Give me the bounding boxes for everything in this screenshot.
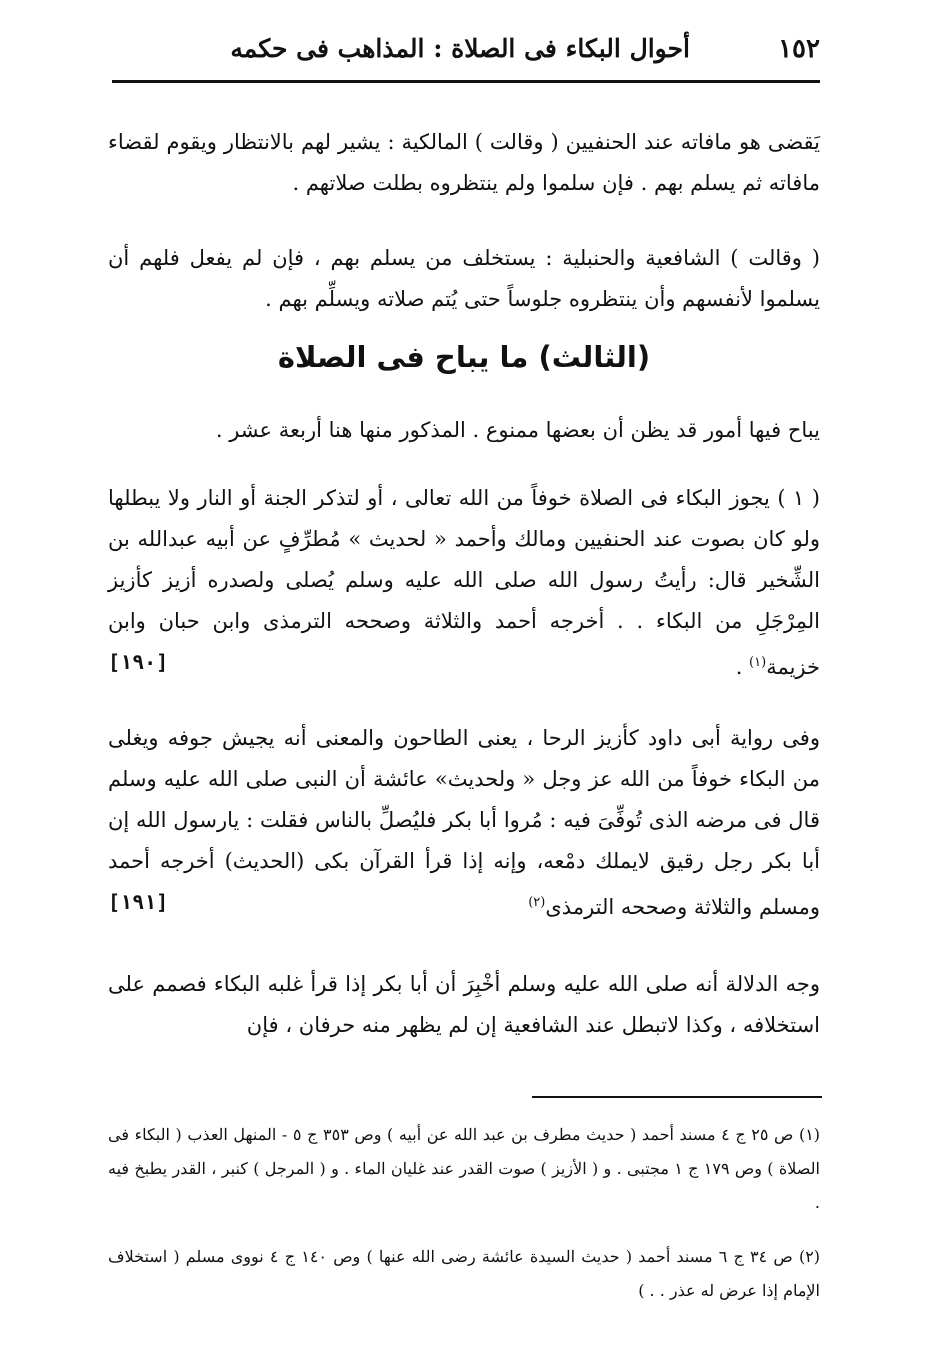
paragraph-4-end: . (735, 655, 750, 679)
footnote-2: (٢) ص ٣٤ ج ٦ مسند أحمد ( حديث السيدة عائشة رضى الله عنها ) وص ١٤٠ ج ٤ نووى مسلم ( استخلاف الإمام إذا عرض له عذر . . ) (108, 1247, 821, 1300)
paragraph-4 (108, 478, 820, 688)
hadith-reference-191: [١٩١] (108, 890, 169, 914)
footnote-1: (١) ص ٢٥ ج ٤ مسند أحمد ( حديث مطرف بن عبد الله عن أبيه ) وص ٣٥٣ ج ٥ - المنهل العذب ( البكاء فى الصلاة ) وص ١٧٩ ج ١ مجتبى . و ( الأزيز ) صوت القدر عند غليان الماء . و ( المرجل ) كنبر ، القدر يطبخ فيه . (108, 1125, 821, 1212)
paragraph-2: ( وقالت ) الشافعية والحنبلية : يستخلف من يسلم بهم ، فإن لم يفعل فلهم أن يسلموا لأنفسهم وأن ينتظروه جلوساً حتى يُتم صلاته ويسلِّم بهم . (108, 246, 820, 311)
page-header (112, 28, 820, 70)
paragraph-1: يَقضى هو مافاته عند الحنفيين ( وقالت ) المالكية : يشير لهم بالانتظار ويقوم لقضاء مافاته ثم يسلم بهم . فإن سلموا ولم ينتظروه بطلت صلاتهم . (108, 130, 820, 195)
paragraph-5-text: وفى رواية أبى داود كأزيز الرحا ، يعنى الطاحون والمعنى أنه يجيش جوفه ويغلى من البكاء خوفاً من الله عز وجل « ولحديث» عائشة أن النبى صلى الله عليه وسلم قال فى مرضه الذى تُوفِّىَ فيه : مُروا أبا بكر فليُصلِّ بالناس فقلت : يارسول الله إن أبا بكر رجل رقيق لايملك دمْعه، وإنه إذا قرأ القرآن بكى (الحديث) أخرجه أحمد ومسلم والثلاثة وصححه الترمذى (108, 726, 820, 919)
running-title: أحوال البكاء فى الصلاة : المذاهب فى حكمه (230, 34, 690, 63)
hadith-reference-190: [١٩٠] (108, 650, 169, 674)
paragraph-4-text: ( ١ ) يجوز البكاء فى الصلاة خوفاً من الله تعالى ، أو لتذكر الجنة أو النار ولا يبطلها ولو كان بصوت عند الحنفيين ومالك وأحمد « لحديث » مُطرِّفٍ عن أبيه عبدالله بن الشِّخير قال: رأيتُ رسول الله صلى الله عليه وسلم يُصلى ولصدره أزيز كأزيز المِرْجَلِ من البكاء . . أخرجه أحمد والثلاثة وصححه الترمذى وابن حبان وابن خزيمة (108, 486, 820, 679)
section-heading: (الثالث) ما يباح فى الصلاة (277, 340, 651, 374)
footnote-marker-2: (٢) (528, 895, 546, 910)
paragraph-5 (108, 718, 820, 928)
footnote-rule (532, 1096, 822, 1098)
footnote-marker-1: (١) (749, 655, 767, 670)
page-number: ١٥٢ (778, 34, 820, 64)
paragraph-6: وجه الدلالة أنه صلى الله عليه وسلم أخْبِرَ أن أبا بكر إذا قرأ غلبه البكاء فصمم على استخلافه ، وكذا لاتبطل عند الشافعية إن لم يظهر منه حرفان ، فإن (108, 972, 820, 1037)
paragraph-3: يباح فيها أمور قد يظن أن بعضها ممنوع . المذكور منها هنا أربعة عشر . (215, 418, 820, 442)
header-rule (112, 80, 820, 83)
